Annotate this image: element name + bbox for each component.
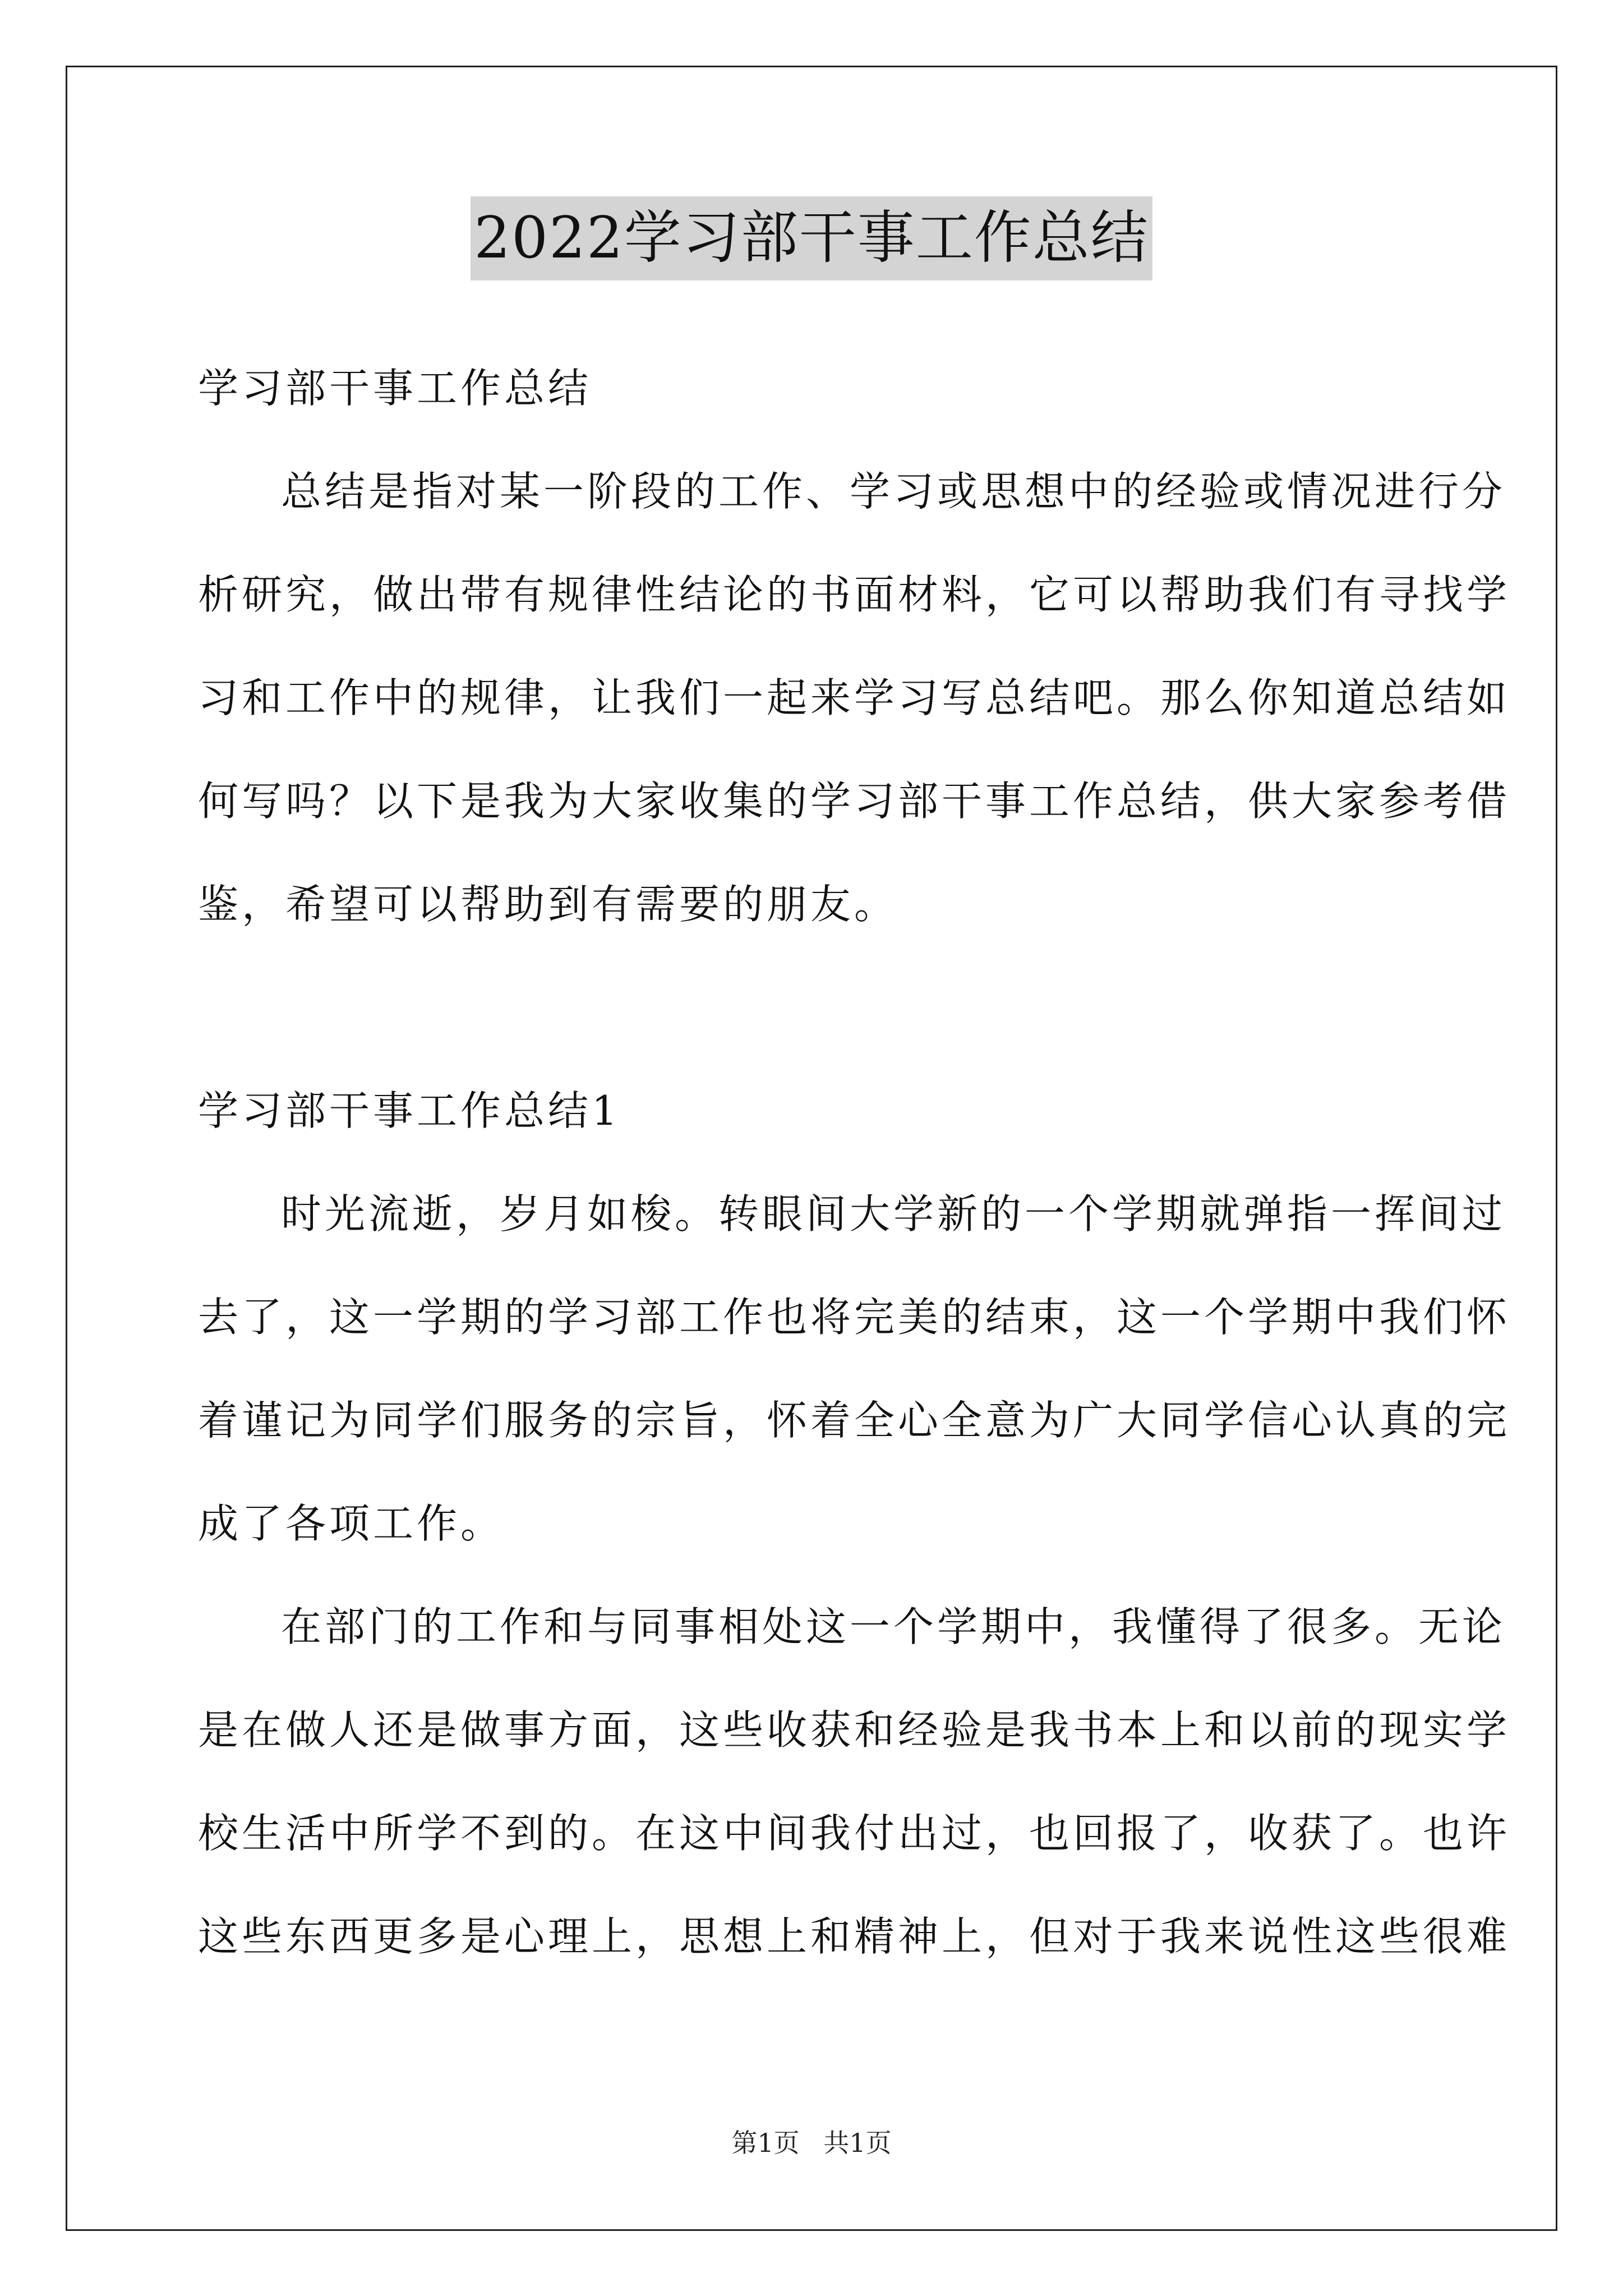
- title-container: [0, 196, 1623, 280]
- section-paragraph: [198, 1575, 1511, 1988]
- intro-heading: 学习部干事工作总结: [198, 365, 592, 412]
- paragraph-line: 在部门的工作和与同事相处这一个学期中，我懂得了很多。无论: [281, 1603, 1506, 1650]
- paragraph-line: 是在做人还是做事方面，这些收获和经验是我书本上和以前的现实学: [198, 1706, 1511, 1754]
- paragraph-line: 成了各项工作。: [198, 1500, 505, 1547]
- intro-paragraph: [198, 440, 1511, 956]
- paragraph-line: 着谨记为同学们服务的宗旨，怀着全心全意为广大同学信心认真的完: [198, 1397, 1511, 1444]
- paragraph-line: 时光流逝，岁月如梭。转眼间大学新的一个学期就弹指一挥间过: [281, 1190, 1506, 1237]
- paragraph-line: 这些东西更多是心理上，思想上和精神上，但对于我来说性这些很难: [198, 1913, 1511, 1960]
- section-paragraph: [198, 1162, 1511, 1575]
- paragraph-line: 析研究，做出带有规律性结论的书面材料，它可以帮助我们有寻找学: [198, 571, 1511, 618]
- document-body: [198, 337, 1511, 1988]
- page-footer: [0, 2126, 1623, 2160]
- paragraph-line: 鉴，希望可以帮助到有需要的朋友。: [198, 881, 898, 928]
- paragraph-line: 总结是指对某一阶段的工作、学习或思想中的经验或情况进行分: [281, 468, 1506, 515]
- paragraph-line: 去了，这一学期的学习部工作也将完美的结束，这一个学期中我们怀: [198, 1294, 1511, 1341]
- page-number: 第1页: [731, 2128, 800, 2158]
- document-title: 2022学习部干事工作总结: [471, 196, 1152, 280]
- paragraph-line: 习和工作中的规律，让我们一起来学习写总结吧。那么你知道总结如: [198, 674, 1511, 721]
- page-total: 共1页: [823, 2128, 892, 2158]
- blank-line: [198, 956, 1433, 1059]
- paragraph-line: 何写吗？以下是我为大家收集的学习部干事工作总结，供大家参考借: [198, 777, 1511, 825]
- section-heading: 学习部干事工作总结1: [198, 1087, 621, 1134]
- paragraph-line: 校生活中所学不到的。在这中间我付出过，也回报了，收获了。也许: [198, 1810, 1511, 1857]
